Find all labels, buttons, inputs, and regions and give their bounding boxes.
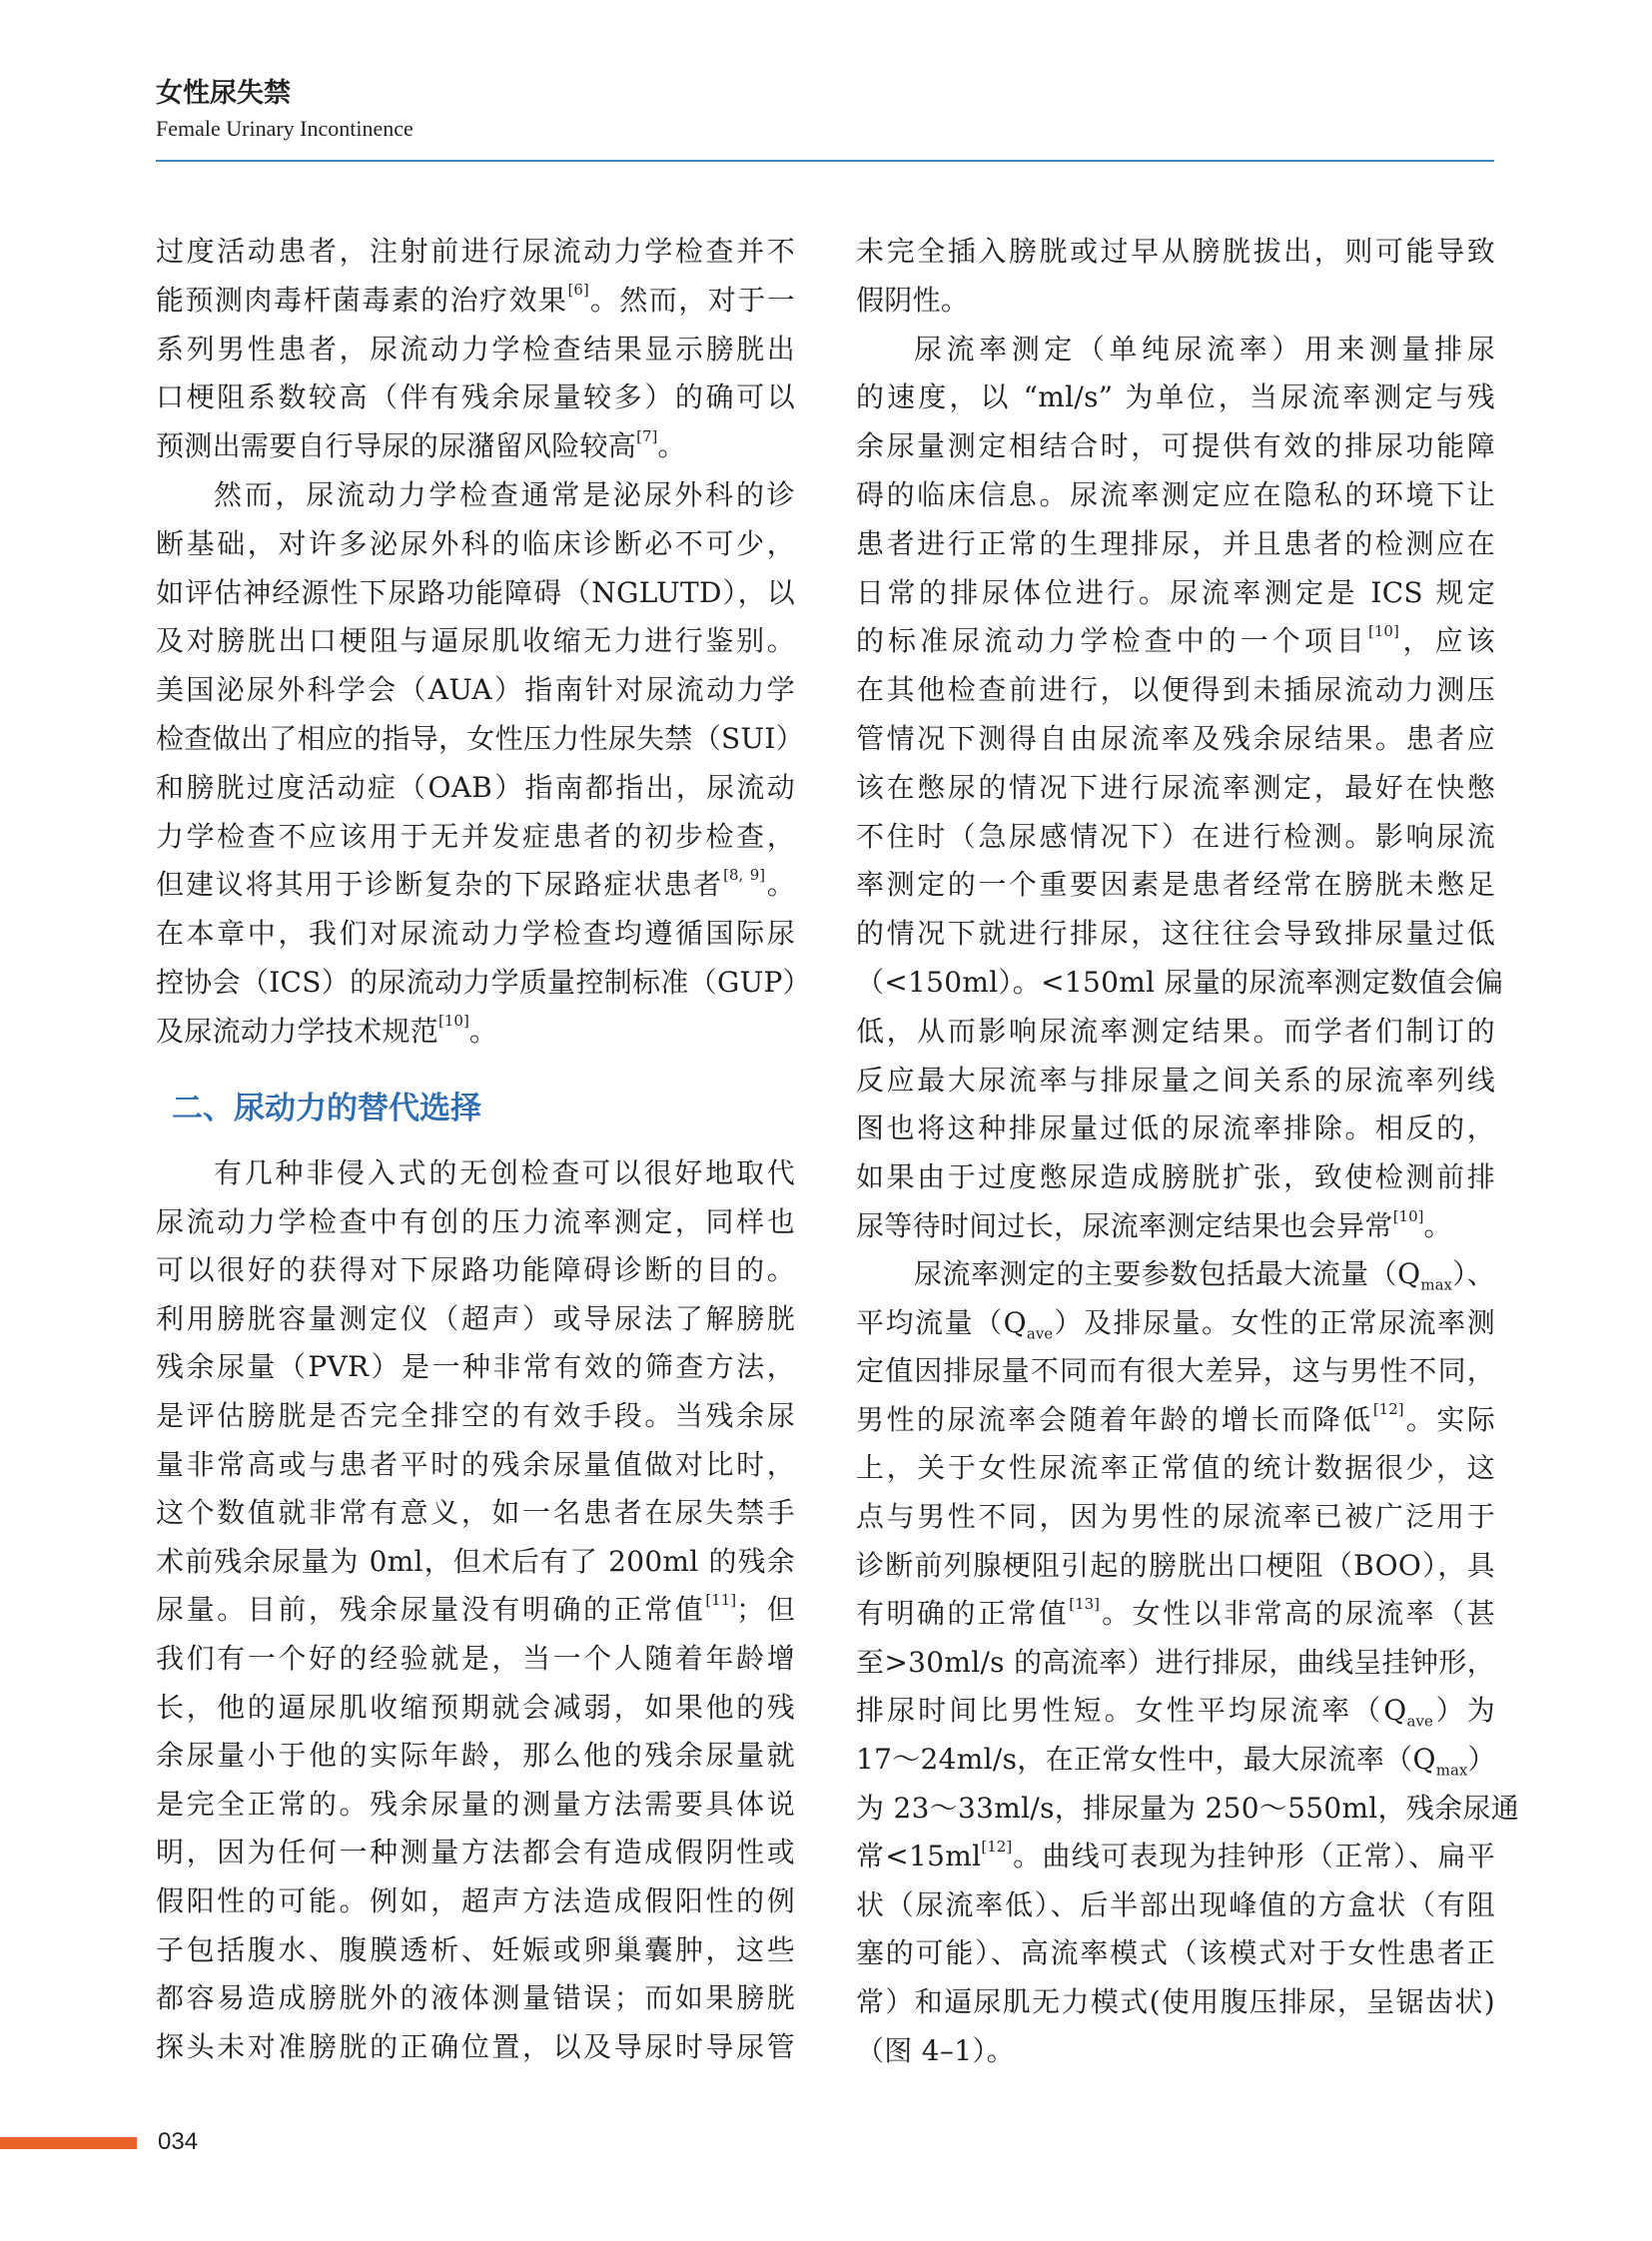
subscript: max (1420, 1275, 1453, 1294)
text-line: 上，关于女性尿流率正常值的统计数据很少，这 (856, 1451, 1495, 1485)
text-line: 和膀胱过度活动症（OAB）指南都指出，尿流动 (156, 770, 795, 804)
text-line: 力学检查不应该用于无并发症患者的初步检查， (156, 819, 795, 853)
citation-ref: [10] (1368, 622, 1399, 641)
text-line: 管情况下测得自由尿流率及残余尿结果。患者应 (856, 722, 1495, 755)
text-line: 男性的尿流率会随着年龄的增长而降低[12]。实际 (856, 1400, 1495, 1436)
citation-ref: [11] (705, 1591, 737, 1610)
text-line: 的标准尿流动力学检查中的一个项目[10]，应该 (856, 622, 1495, 658)
text-line: 低，从而影响尿流率测定结果。而学者们制订的 (856, 1014, 1495, 1048)
text-line: 是完全正常的。残余尿量的测量方法需要具体说 (156, 1787, 795, 1821)
citation-ref: [12] (1372, 1400, 1404, 1419)
text-line: 定值因排尿量不同而有很大差异，这与男性不同， (856, 1354, 1495, 1388)
text-line: 余尿量测定相结合时，可提供有效的排尿功能障 (856, 429, 1495, 463)
text-line: 残余尿量（PVR）是一种非常有效的筛查方法， (156, 1350, 795, 1384)
text-line: 平均流量$(Q_{ave})$及排尿量。女性的正常尿流率测 (856, 1305, 1495, 1343)
text-line: 及对膀胱出口梗阻与逼尿肌收缩无力进行鉴别。 (156, 624, 795, 658)
text-line: 图也将这种排尿量过低的尿流率排除。相反的， (856, 1112, 1495, 1145)
subscript: ave (1026, 1324, 1054, 1343)
header-divider (156, 160, 1494, 162)
text-line: 探头未对准膀胱的正确位置，以及导尿时导尿管 (156, 2029, 795, 2063)
text-line: 状（尿流率低）、后半部出现峰值的方盒状（有阻 (856, 1887, 1495, 1921)
text-line: 反应最大尿流率与排尿量之间关系的尿流率列线 (856, 1063, 1495, 1097)
text-line: 日常的排尿体位进行。尿流率测定是 ICS 规定 (856, 575, 1495, 609)
text-line: 在本章中，我们对尿流动力学检查均遵循国际尿 (156, 917, 795, 951)
text-line: 该在憋尿的情况下进行尿流率测定，最好在快憋 (856, 770, 1495, 804)
text-line: 检查做出了相应的指导，女性压力性尿失禁（SUI） (156, 722, 805, 755)
text-line: 子包括腹水、腹膜透析、妊娠或卵巢囊肿，这些 (156, 1932, 795, 1966)
text-line: 的情况下就进行排尿，这往往会导致排尿量过低 (856, 917, 1495, 951)
text-line: 利用膀胱容量测定仪（超声）或导尿法了解膀胱 (156, 1301, 795, 1335)
text-line: 口梗阻系数较高（伴有残余尿量较多）的确可以 (156, 380, 795, 414)
text-line: 率测定的一个重要因素是患者经常在膀胱未憋足 (856, 868, 1495, 902)
text-line: 可以很好的获得对下尿路功能障碍诊断的目的。 (156, 1253, 795, 1287)
text-line: 塞的可能）、高流率模式（该模式对于女性患者正 (856, 1936, 1495, 1970)
text-line: 未完全插入膀胱或过早从膀胱拔出，则可能导致 (856, 235, 1495, 268)
text-line: 不住时（急尿感情况下）在进行检测。影响尿流 (856, 819, 1495, 853)
text-line: 17～24ml/s，在正常女性中，最大尿流率$(Q_{max})$ (856, 1743, 1496, 1780)
text-line: 尿流率测定（单纯尿流率）用来测量排尿 (914, 332, 1495, 366)
text-line: 但建议将其用于诊断复杂的下尿路症状患者[8, 9]。 (156, 866, 795, 902)
text-line: （图 4–1）。 (856, 2033, 1015, 2067)
text-line: 余尿量小于他的实际年龄，那么他的残余尿量就 (156, 1739, 795, 1773)
text-line: 及尿流动力学技术规范[10]。 (156, 1012, 498, 1048)
text-line: 排尿时间比男性短。女性平均尿流率$(Q_{ave})$为 (856, 1694, 1495, 1731)
text-line: 有明确的正常值[13]。女性以非常高的尿流率（甚 (856, 1594, 1495, 1631)
section-heading: 二、尿动力的替代选择 (172, 1091, 481, 1126)
text-line: 这个数值就非常有意义，如一名患者在尿失禁手 (156, 1496, 795, 1530)
subscript: ave (1406, 1712, 1433, 1731)
text-line: 控协会（ICS）的尿流动力学质量控制标准（GUP） (156, 966, 811, 999)
citation-ref: [7] (636, 426, 658, 445)
subscript: max (1435, 1761, 1468, 1780)
text-line: 为 23～33ml/s，排尿量为 250～550ml，残余尿通 (856, 1791, 1520, 1825)
text-line: 至>30ml/s 的高流率）进行排尿，曲线呈挂钟形， (856, 1645, 1495, 1679)
citation-ref: [12] (981, 1837, 1013, 1856)
text-line: 明，因为任何一种测量方法都会有造成假阴性或 (156, 1836, 795, 1869)
citation-ref: [8, 9] (723, 866, 766, 885)
text-line: 能预测肉毒杆菌毒素的治疗效果[6]。然而，对于一 (156, 281, 795, 317)
citation-ref: [13] (1069, 1594, 1101, 1613)
text-line: 断基础，对许多泌尿外科的临床诊断必不可少， (156, 526, 795, 560)
running-header-chinese-title: 女性尿失禁 (156, 78, 291, 109)
text-line: 都容易造成膀胱外的液体测量错误；而如果膀胱 (156, 1981, 795, 2015)
text-line: 如果由于过度憋尿造成膀胱扩张，致使检测前排 (856, 1160, 1495, 1194)
text-line: 尿等待时间过长，尿流率测定结果也会异常[10]。 (856, 1206, 1452, 1242)
text-line: （<150ml）。<150ml 尿量的尿流率测定数值会偏 (856, 966, 1504, 999)
text-line: 点与男性不同，因为男性的尿流率已被广泛用于 (856, 1500, 1495, 1533)
citation-ref: [6] (567, 281, 589, 300)
text-line: 尿量。目前，残余尿量没有明确的正常值[11]；但 (156, 1591, 795, 1627)
text-line: 然而，尿流动力学检查通常是泌尿外科的诊 (214, 478, 795, 511)
text-line: 的速度，以 “ml/s” 为单位，当尿流率测定与残 (856, 380, 1495, 414)
page-number: 034 (158, 2128, 199, 2155)
text-line: 预测出需要自行导尿的尿潴留风险较高[7]。 (156, 426, 686, 463)
text-line: 长，他的逼尿肌收缩预期就会减弱，如果他的残 (156, 1690, 795, 1724)
text-line: 患者进行正常的生理排尿，并且患者的检测应在 (856, 526, 1495, 560)
text-line: 尿流动力学检查中有创的压力流率测定，同样也 (156, 1204, 795, 1238)
text-line: 有几种非侵入式的无创检查可以很好地取代 (214, 1156, 795, 1189)
text-line: 我们有一个好的经验就是，当一个人随着年龄增 (156, 1642, 795, 1675)
text-line: 常）和逼尿肌无力模式(使用腹压排尿，呈锯齿状) (856, 1985, 1495, 2018)
text-line: 在其他检查前进行，以便得到未插尿流动力测压 (856, 673, 1495, 707)
citation-ref: [10] (1392, 1206, 1424, 1225)
text-line: 术前残余尿量为 0ml，但术后有了 200ml 的残余 (156, 1544, 795, 1578)
footer-accent-bar (0, 2137, 137, 2149)
text-line: 美国泌尿外科学会（AUA）指南针对尿流动力学 (156, 673, 795, 707)
text-line: 量非常高或与患者平时的残余尿量值做对比时， (156, 1447, 795, 1481)
citation-ref: [10] (438, 1012, 469, 1031)
text-line: 碍的临床信息。尿流率测定应在隐私的环境下让 (856, 478, 1495, 511)
text-line: 过度活动患者，注射前进行尿流动力学检查并不 (156, 235, 795, 268)
text-line: 常<15ml[12]。曲线可表现为挂钟形（正常）、扁平 (856, 1837, 1495, 1873)
running-header-english-title: Female Urinary Incontinence (156, 116, 413, 141)
text-line: 如评估神经源性下尿路功能障碍（NGLUTD），以 (156, 575, 795, 609)
text-line: 假阳性的可能。例如，超声方法造成假阳性的例 (156, 1884, 795, 1917)
text-line: 尿流率测定的主要参数包括最大流量$(Q_{max})$、 (914, 1257, 1495, 1294)
text-line: 假阴性。 (856, 283, 970, 317)
text-line: 是评估膀胱是否完全排空的有效手段。当残余尿 (156, 1399, 795, 1432)
text-line: 诊断前列腺梗阻引起的膀胱出口梗阻（BOO），具 (856, 1548, 1495, 1582)
text-line: 系列男性患者，尿流动力学检查结果显示膀胱出 (156, 332, 795, 366)
